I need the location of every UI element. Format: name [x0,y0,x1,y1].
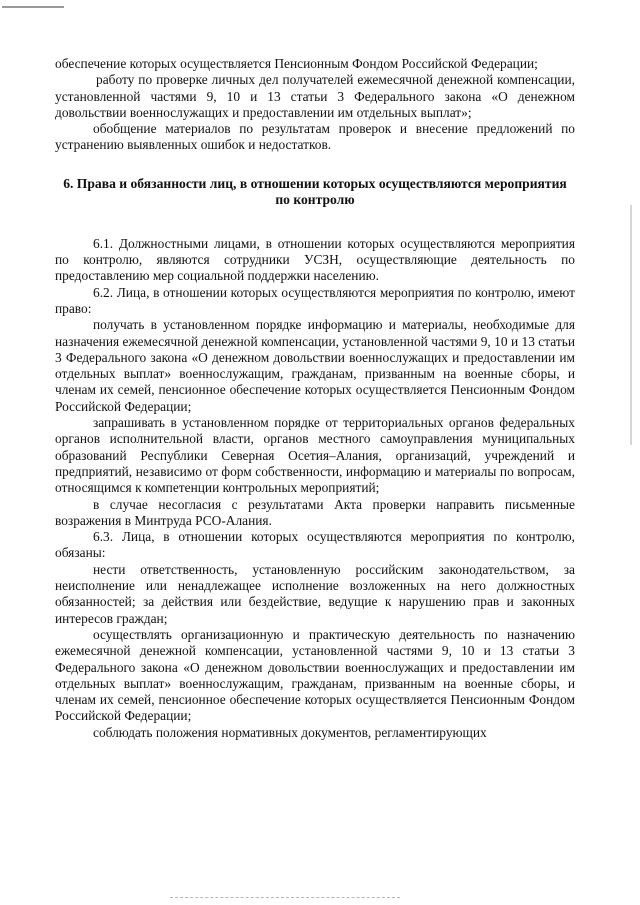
paragraph: 6.3. Лица, в отношении которых осуществляются мероприятия по контролю, обязаны: [55,529,575,561]
paragraph: получать в установленном порядке информацию и материалы, необходимые для назначения ежемесячной денежной компенсации, установленной частями 9, 10 и 13 статьи 3 Федерального закона «О денежном довольствии военнослужащих и предоставлении им отдельных выплат» военнослужащим, гражданам, призванным на военные сборы, и членам их семей, пенсионное обеспечение которых осуществляется Пенсионным Фондом Российской Федерации; [55,317,575,414]
paragraph: запрашивать в установленном порядке от территориальных органов федеральных органов исполнительной власти, органов местного самоуправления муниципальных образований Республики Северная Осетия–Алания, организаций, учреждений и предприятий, независимо от форм собственности, информацию и материалы по вопросам, относящимся к компетенции контрольных мероприятий; [55,415,575,496]
scan-mark [630,205,632,445]
paragraph: обобщение материалов по результатам проверок и внесение предложений по устранению выявленных ошибок и недостатков. [55,121,575,153]
paragraph: нести ответственность, установленную российским законодательством, за неисполнение или ненадлежащее исполнение возложенных на него должностных обязанностей; за действия или бездействие, ведущие к нарушению прав и законных интересов граждан; [55,561,575,626]
paragraph: 6.2. Лица, в отношении которых осуществляются мероприятия по контролю, имеют право: [55,284,575,316]
paragraph: соблюдать положения нормативных документов, регламентирующих [93,724,487,740]
scan-mark [170,897,400,899]
document-page [55,56,575,741]
section-heading: 6. Права и обязанности лиц, в отношении которых осуществляются мероприятия по контролю [63,175,567,208]
paragraph: обеспечение которых осуществляется Пенсионным Фондом Российской Федерации; [55,56,538,71]
paragraph: 6.1. Должностными лицами, в отношении которых осуществляются мероприятия по контролю, являются сотрудники УСЗН, осуществляющие деятельность по предоставлению мер социальной поддержки населению. [55,235,575,284]
paragraph: осуществлять организационную и практическую деятельность по назначению ежемесячной денежной компенсации, установленной частями 9, 10 и 13 статьи 3 Федерального закона «О денежном довольствии военнослужащих и предоставлении им отдельных выплат» военнослужащим, гражданам, призванным на военные сборы, и членам их семей, пенсионное обеспечение которых осуществляется Пенсионным Фондом Российской Федерации; [55,626,575,724]
paragraph: работу по проверке личных дел получателей ежемесячной денежной компенсации, установленной частями 9, 10 и 13 статьи 3 Федерального закона «О денежном довольствии военнослужащих и предоставлении им отдельных выплат»; [55,72,575,120]
scan-mark [2,6,64,8]
paragraph: в случае несогласия с результатами Акта проверки направить письменные возражения в Минтруда РСО-Алания. [55,496,575,528]
